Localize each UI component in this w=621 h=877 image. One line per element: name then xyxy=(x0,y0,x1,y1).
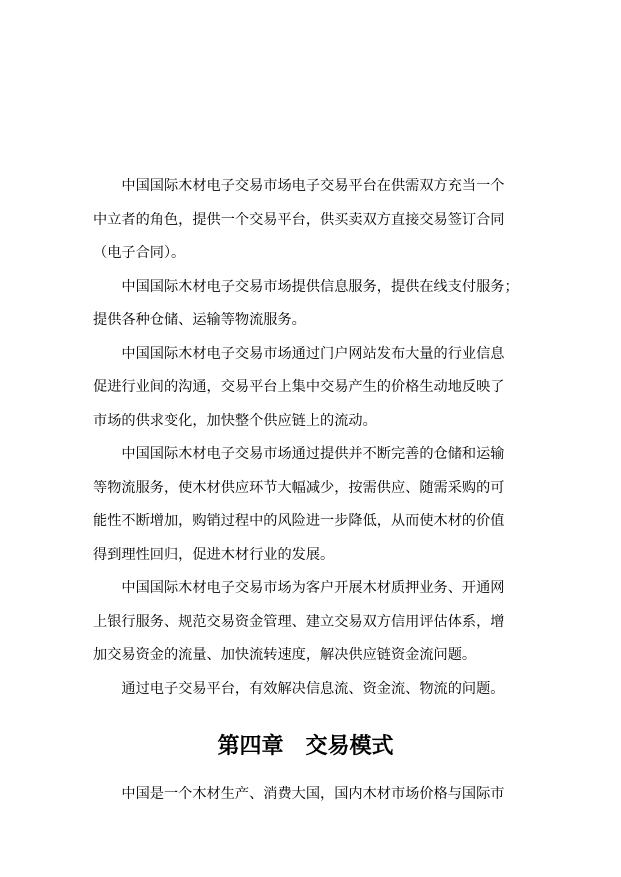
text-line: 中国是一个木材生产、消费大国，国内木材市场价格与国际市 xyxy=(121,786,505,802)
text-line: 中立者的角色，提供一个交易平台，供买卖双方直接交易签订合同 xyxy=(93,211,505,228)
text-line: 能性不断增加，购销过程中的风险进一步降低，从而使木材的价值 xyxy=(93,513,505,529)
text-line: 中国国际木材电子交易市场提供信息服务，提供在线支付服务； xyxy=(121,278,519,295)
text-line: 加交易资金的流量、加快流转速度，解决供应链资金流问题。 xyxy=(93,647,477,663)
paragraph-finance xyxy=(93,572,518,673)
text-line: （电子合同）。 xyxy=(93,245,186,261)
text-line: 中国国际木材电子交易市场电子交易平台在供需双方充当一个 xyxy=(121,178,505,194)
text-line: 促进行业间的沟通，交易平台上集中交易产生的价格生动地反映了 xyxy=(93,379,505,395)
text-line: 中国国际木材电子交易市场通过门户网站发布大量的行业信息 xyxy=(121,345,505,362)
text-line: 等物流服务，使木材供应环节大幅减少，按需供应、随需采购的可 xyxy=(93,479,505,496)
paragraph-summary xyxy=(93,673,518,707)
text-line: 市场的供求变化，加快整个供应链上的流动。 xyxy=(93,412,377,429)
text-line: 通过电子交易平台，有效解决信息流、资金流、物流的问题。 xyxy=(121,680,505,697)
text-line: 提供各种仓储、运输等物流服务。 xyxy=(93,312,306,328)
text-line: 中国国际木材电子交易市场为客户开展木材质押业务、开通网 xyxy=(121,580,505,596)
text-line: 上银行服务、规范交易资金管理、建立交易双方信用评估体系，增 xyxy=(93,613,505,630)
paragraph-chapter-intro xyxy=(93,778,518,812)
chapter-heading: 第四章 交易模式 xyxy=(217,733,394,759)
paragraph-logistics xyxy=(93,438,518,572)
paragraph-portal xyxy=(93,338,518,439)
paragraph-services xyxy=(93,271,518,338)
paragraph-role xyxy=(93,170,518,271)
document-body xyxy=(93,170,518,812)
text-line: 中国国际木材电子交易市场通过提供并不断完善的仓储和运输 xyxy=(121,446,505,462)
text-line: 得到理性回归，促进木材行业的发展。 xyxy=(93,546,335,563)
